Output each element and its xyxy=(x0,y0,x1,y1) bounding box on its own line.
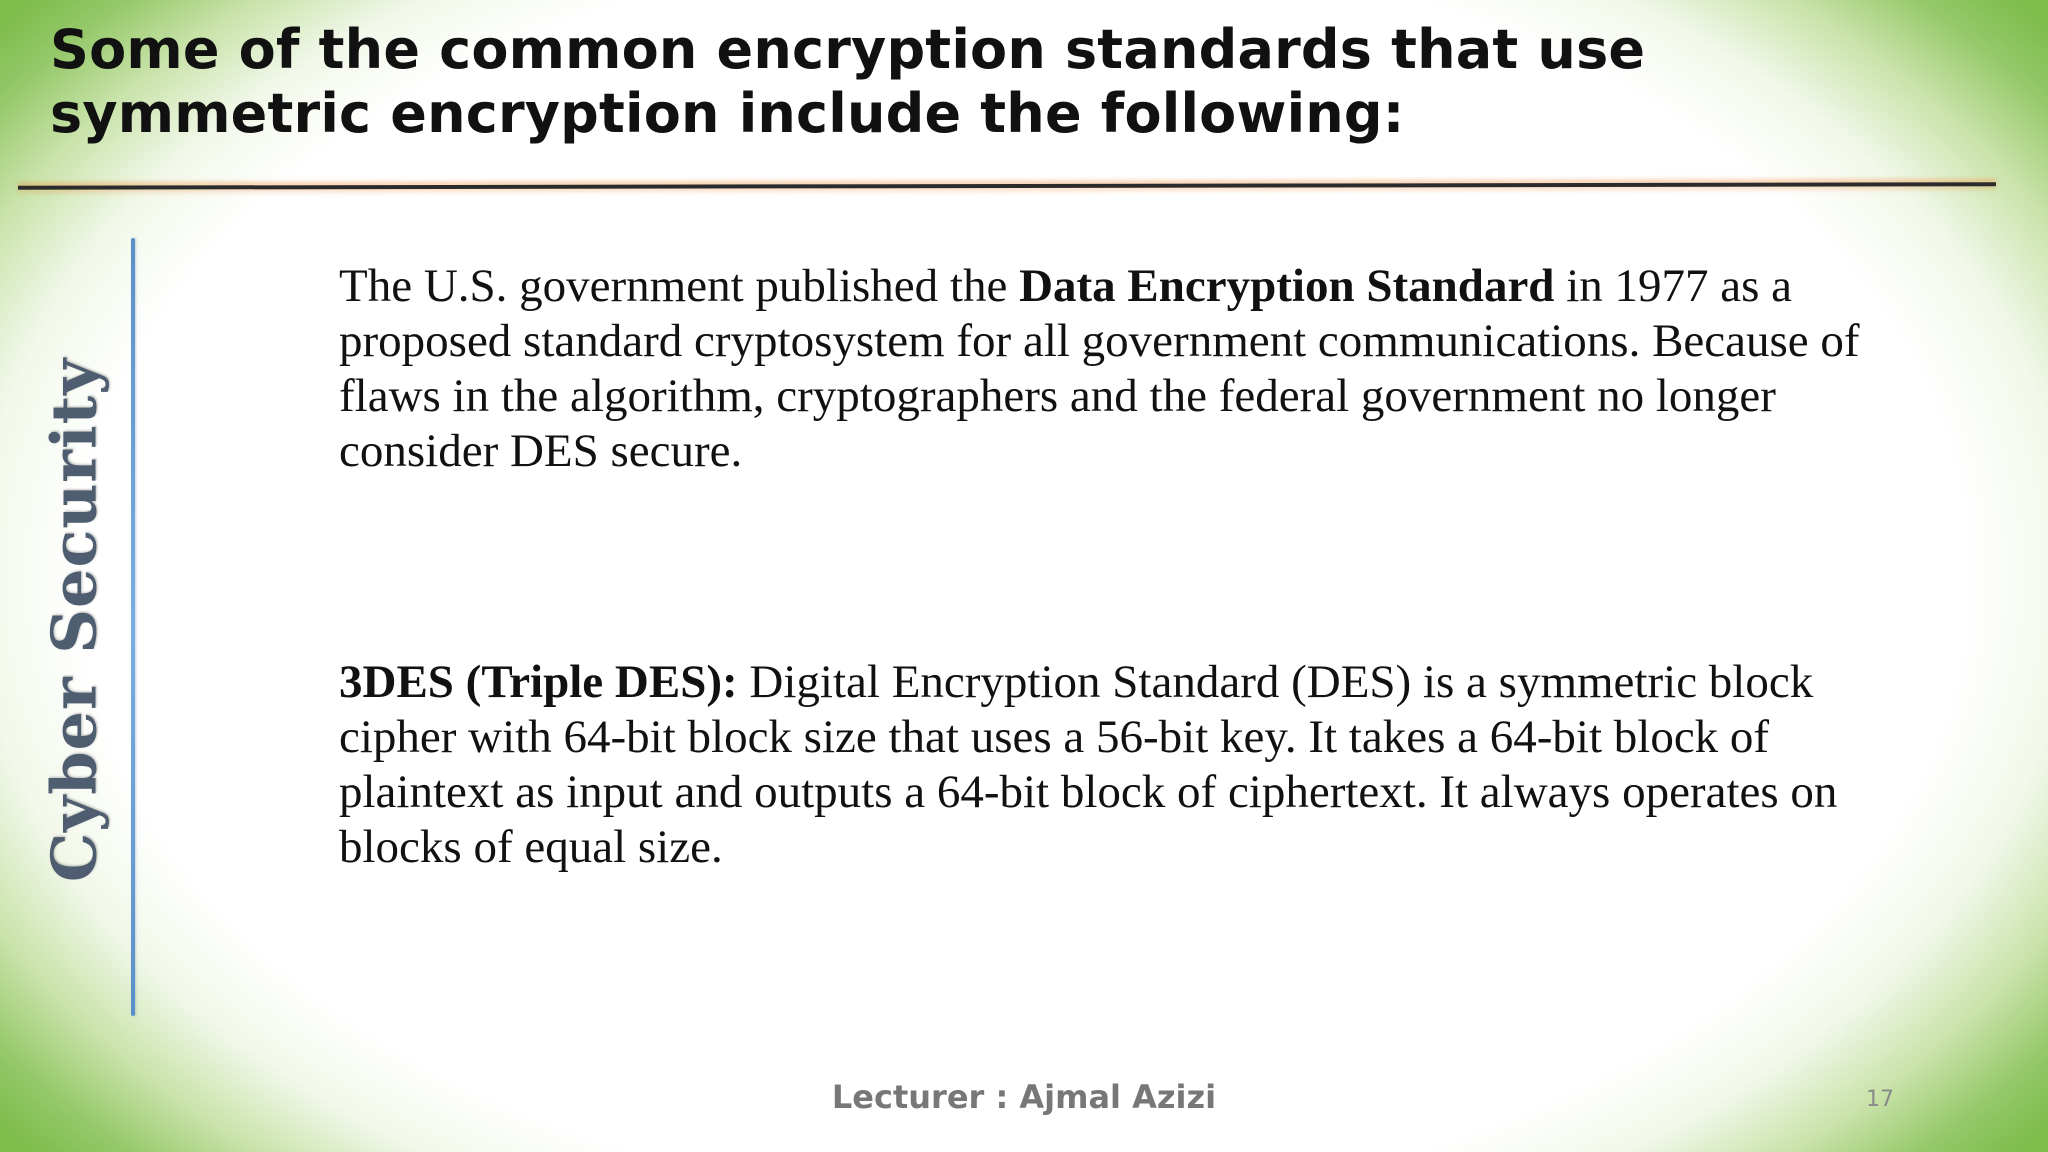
paragraph-des xyxy=(339,259,1869,479)
slide-title: Some of the common encryption standards that use symmetric encryption include the following: xyxy=(50,18,1646,145)
paragraph-des-text-end: in 1977 as a proposed standard cryptosystem for all government communications. Because of flaws in the algorithm, cryptographers and the federal government no longer consider DES secure. xyxy=(339,260,1860,477)
paragraph-des-text-start: The U.S. government published the xyxy=(339,260,1020,312)
lecturer-footer: Lecturer : Ajmal Azizi xyxy=(831,1078,1217,1116)
paragraph-3des-bold-term: 3DES (Triple DES): xyxy=(339,656,738,708)
side-title: Cyber Security xyxy=(37,357,111,883)
paragraph-3des xyxy=(339,655,1869,875)
side-vertical-line xyxy=(131,238,135,1016)
paragraph-des-bold-term: Data Encryption Standard xyxy=(1019,260,1555,312)
page-number: 17 xyxy=(1866,1087,1894,1112)
paragraph-3des-text: Digital Encryption Standard (DES) is a symmetric block cipher with 64-bit block size that uses a 56-bit key. It takes a 64-bit block of plaintext as input and outputs a 64-bit block of ciphertext. It always operates on blocks of equal size. xyxy=(339,656,1838,873)
title-divider xyxy=(18,182,1996,189)
